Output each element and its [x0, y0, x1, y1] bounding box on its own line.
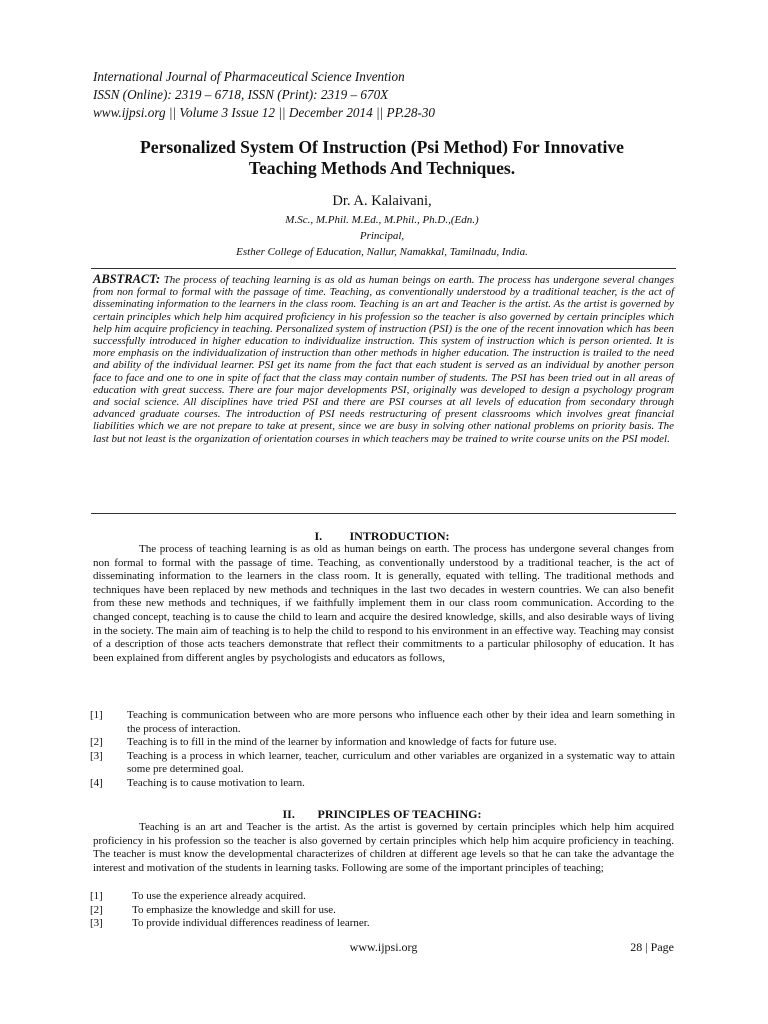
- list-item: [1] Teaching is communication between who are more persons who influence each other by their idea and learn something in the process of interaction.: [90, 709, 675, 735]
- introduction-list: [90, 709, 675, 791]
- page-number: 28 | Page: [630, 940, 674, 954]
- introduction-paragraph: The process of teaching learning is as old as human beings on earth. The process has undergone several changes from non formal to formal with the passage of time. Teaching, as conventionally understood by a traditional teacher, is the act of disseminating information to the learners in the class room. It is generally, equated with telling. The traditional methods and techniques have been replaced by new methods and techniques in the last two decades in western countries. We can also benefit from these new methods and techniques, if we faithfully implement them in our class room communication. According to the changed concept, teaching is to cause the child to learn and acquire the desired knowledge, skills, and also desirable ways of living in the society. The main aim of teaching is to help the child to respond to his environment in an effective way. Teaching may consist of a description of those acts teachers demonstrate that reflect their commitments to a particular philosophy of education. It has been explained from different angles by psychologists and educators as follows,: [93, 543, 674, 664]
- list-item: [3] Teaching is a process in which learner, teacher, curriculum and other variables are organized in a systematic way to attain some pre determined goal.: [90, 749, 675, 776]
- list-item: [2] Teaching is to fill in the mind of the learner by information and knowledge of facts for future use.: [90, 736, 557, 749]
- list-item: [2] To emphasize the knowledge and skill for use.: [90, 903, 336, 916]
- author-name: Dr. A. Kalaivani,: [332, 193, 432, 209]
- journal-name: International Journal of Pharmaceutical Science Invention: [93, 69, 405, 84]
- author-affiliation: [80, 212, 684, 260]
- author-position: Principal,: [359, 230, 405, 242]
- abstract-block: [93, 273, 674, 445]
- principles-list: [90, 890, 675, 931]
- principles-paragraph: Teaching is an art and Teacher is the artist. As the artist is governed by certain principles which help him acquired proficiency in his profession so the teacher is also governed by certain principles which help him acquire proficiency in teaching. The teacher is must know the developmental characterizes of children at different age levels so that he can take the advantage the interest and motivation of the students in learning tasks. Following are some of the important principles of teaching;: [93, 821, 674, 874]
- section-title: INTRODUCTION:: [349, 529, 450, 543]
- author-institution: Esther College of Education, Nallur, Namakkal, Tamilnadu, India.: [236, 246, 528, 258]
- journal-issue-info: www.ijpsi.org || Volume 3 Issue 12 || December 2014 || PP.28-30: [93, 105, 436, 120]
- list-item: [1] To use the experience already acquired.: [90, 890, 306, 902]
- section-number: I.: [314, 529, 323, 543]
- journal-header: [93, 68, 435, 122]
- paper-title-line-1: Personalized System Of Instruction (Psi Method) For Innovative: [140, 137, 624, 157]
- journal-issn: ISSN (Online): 2319 – 6718, ISSN (Print): 2319 – 670X: [93, 87, 389, 102]
- section-heading-introduction: [80, 529, 684, 543]
- author-degrees: M.Sc., M.Phil. M.Ed., M.Phil., Ph.D.,(Edn.): [285, 214, 479, 226]
- abstract-bottom-rule: [91, 513, 676, 514]
- section-heading-principles: [80, 807, 684, 821]
- footer-url: www.ijpsi.org: [349, 940, 418, 954]
- list-item: [3] To provide individual differences readiness of learner.: [90, 917, 370, 930]
- section-number: II.: [282, 807, 295, 821]
- section-title: PRINCIPLES OF TEACHING:: [317, 807, 482, 821]
- list-item: [4] Teaching is to cause motivation to learn.: [90, 776, 305, 789]
- abstract-top-rule: [91, 268, 676, 269]
- abstract-label: ABSTRACT:: [93, 272, 161, 286]
- paper-title-line-2: Teaching Methods And Techniques.: [248, 158, 516, 178]
- paper-title: [80, 137, 684, 179]
- abstract-text: The process of teaching learning is as old as human beings on earth. The process has undergone several changes from non formal to formal with the passage of time. Teaching, as conventionally understood by a traditional teacher, is the act of disseminating information to the learners in the class room. Teaching is an art and Teacher is the artist. As the artist is governed by certain principles which help him acquired proficiency in his profession so the teacher is also governed by certain principles which help him acquire proficiency in teaching. Personalized system of instruction (PSI) is the one of the recent innovation which has been successfully introduced in higher education to individualize instruction. This system of instruction which is person oriented. It is more emphasis on the individualization of instruction than other methods in higher education. The instruction is trailed to the need and ability of the individual learner. PSI get its name from the fact that each student is served as an individual by another person face to face and one to one in spite of fact that the class may contain number of students. The PSI has been tried out in all areas of education with great success. There are four major developments PSI, originally was developed to design a psychology program and social science. All disciplines have tried PSI and there are PSI courses at all levels of education from secondary through advanced graduate courses. The introduction of PSI needs restructuring of present classrooms which involves great financial liabilities which we are not prepare to take at present, since we are busy in solving other national problems on priority basis. The last but not least is the organization of orientation courses in which teachers may be trained to write course units on the PSI model.: [93, 274, 674, 445]
